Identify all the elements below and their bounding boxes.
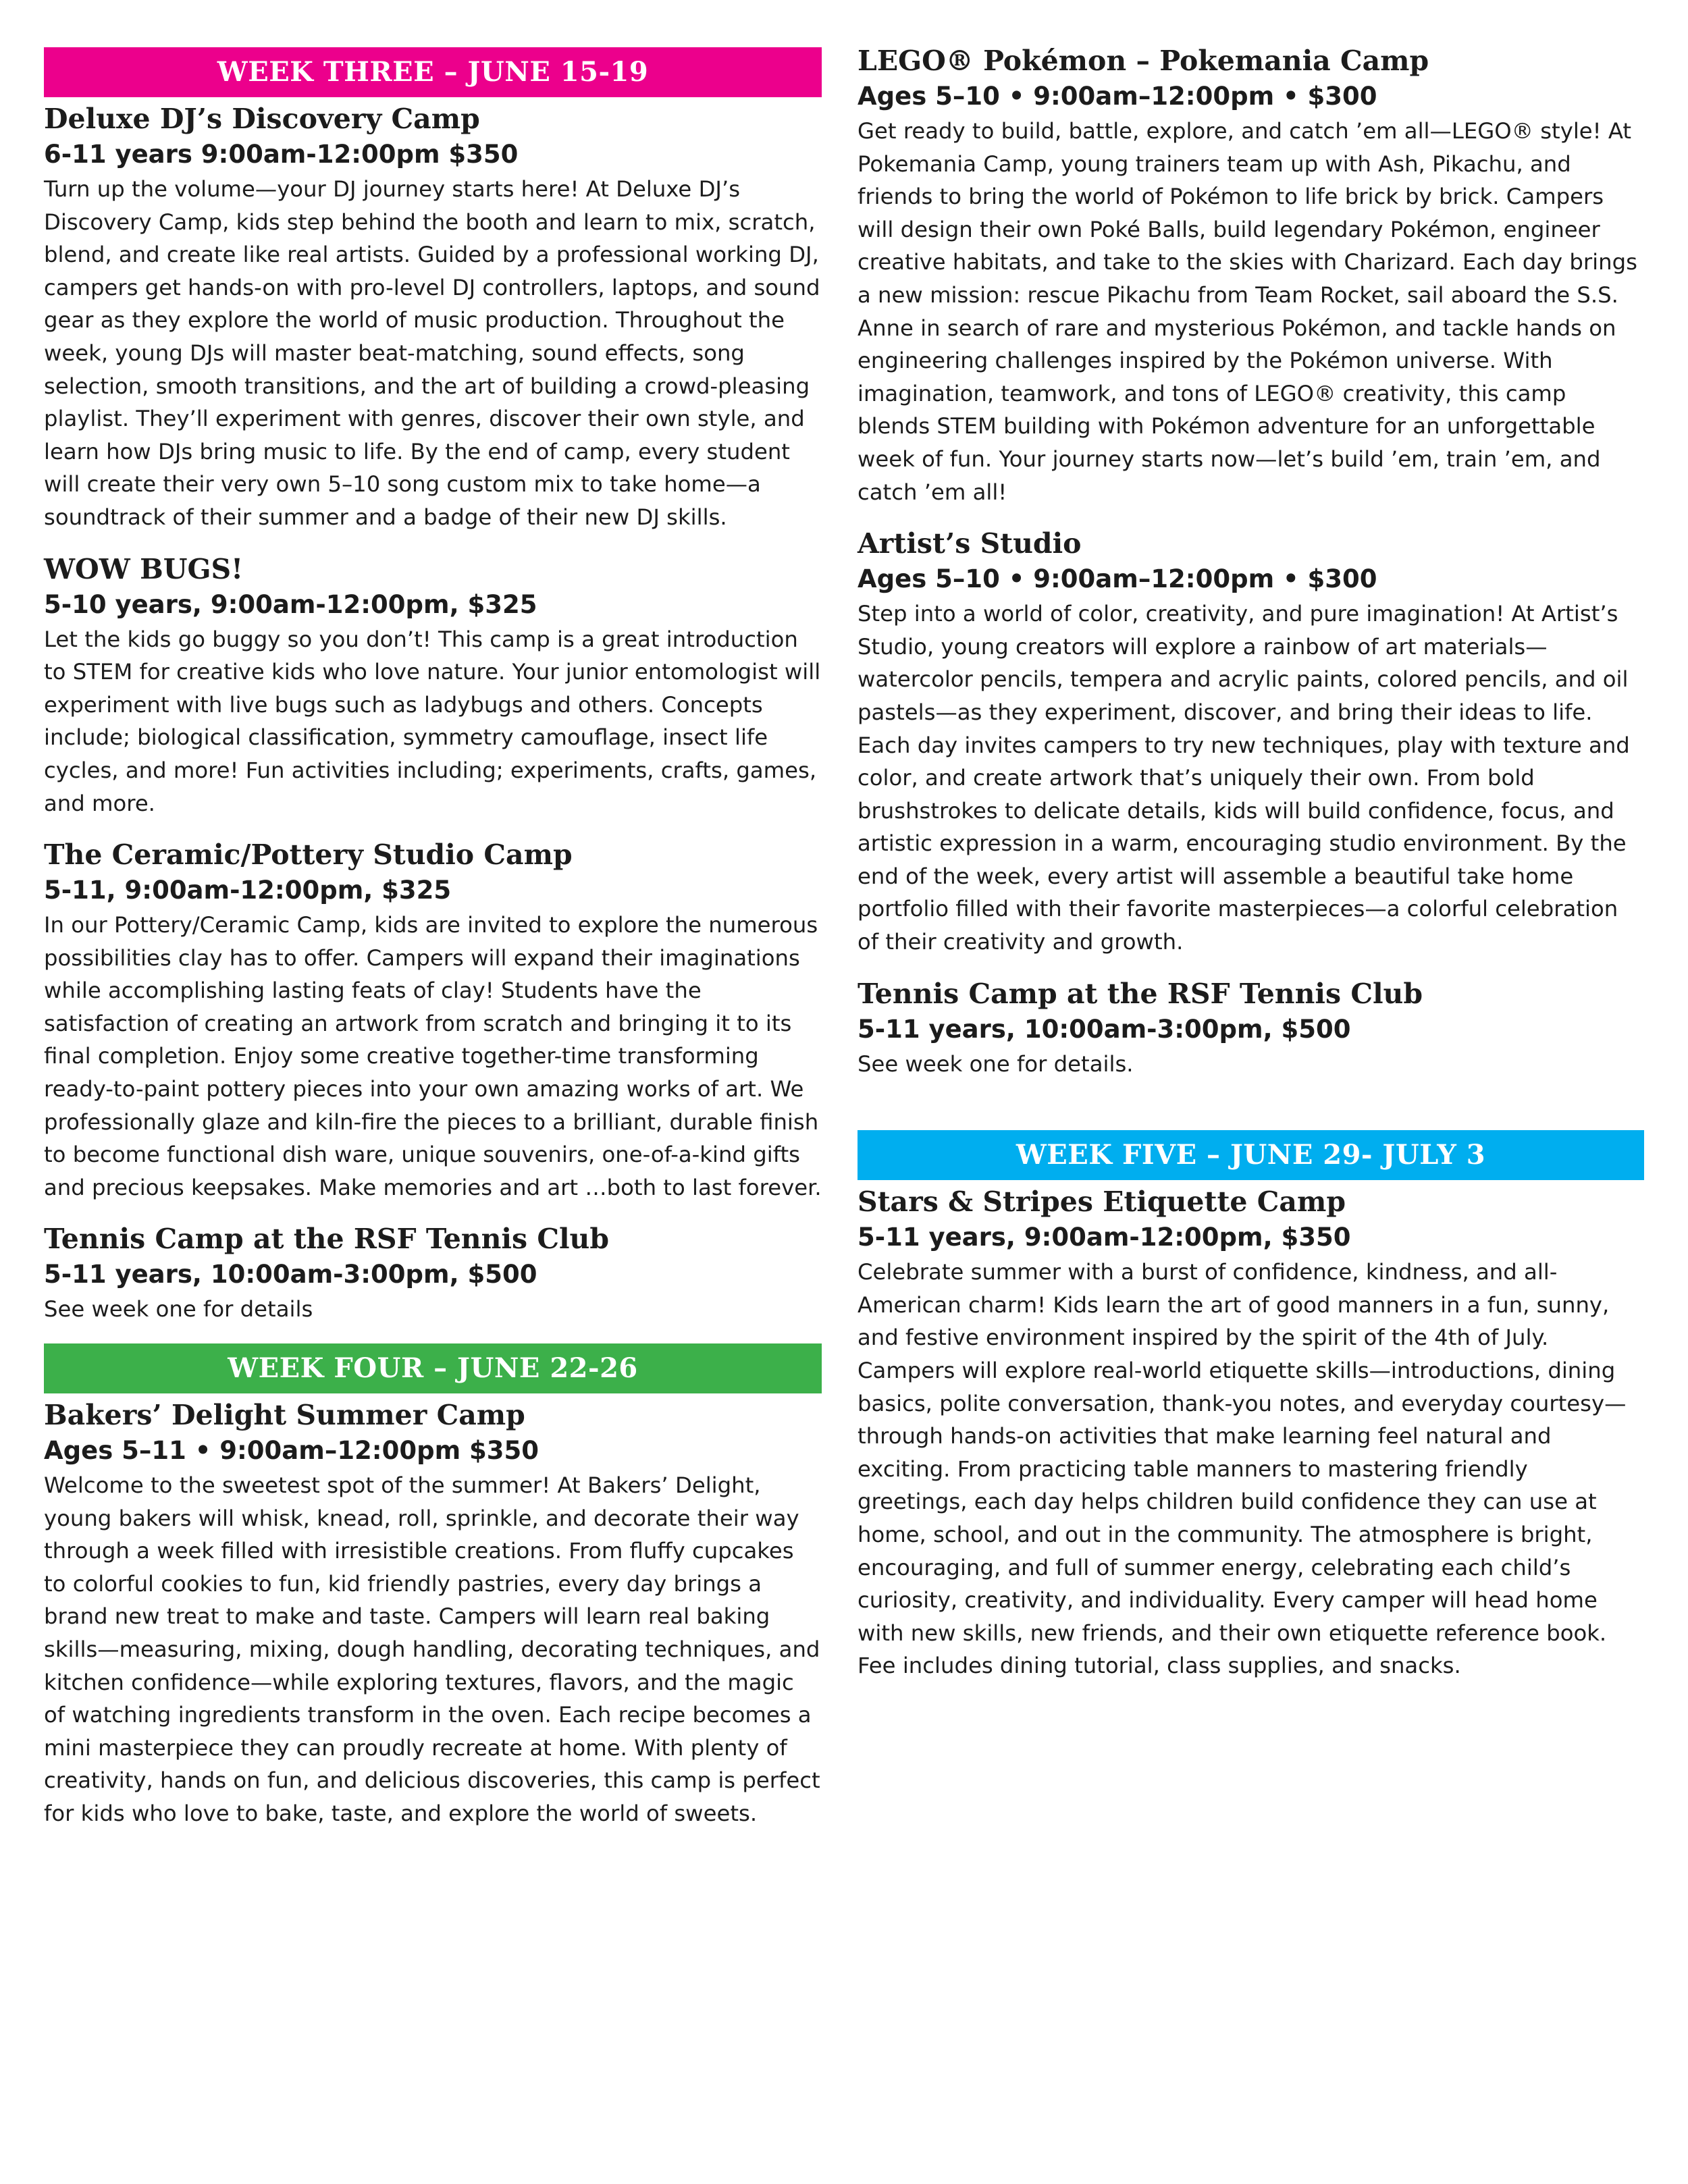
camp-meta: 5-11 years, 10:00am-3:00pm, $500 — [44, 1260, 537, 1289]
camp-tennis-week3 — [44, 1221, 822, 1326]
camp-description: See week one for details. — [858, 1050, 1134, 1077]
camp-title: Stars & Stripes Etiquette Camp — [858, 1186, 1346, 1219]
camp-title: Tennis Camp at the RSF Tennis Club — [858, 977, 1423, 1010]
camp-meta: 5-11, 9:00am-12:00pm, $325 — [44, 876, 452, 905]
camp-meta: Ages 5–10 • 9:00am–12:00pm • $300 — [858, 564, 1377, 594]
camp-meta: 5-10 years, 9:00am-12:00pm, $325 — [44, 589, 537, 619]
right-column — [858, 39, 1644, 1700]
camp-title: WOW BUGS! — [44, 552, 244, 585]
camp-title: Bakers’ Delight Summer Camp — [44, 1399, 525, 1432]
camp-ceramic-pottery — [44, 837, 822, 1204]
camp-description: Welcome to the sweetest spot of the summer! At Bakers’ Delight, young bakers will whisk, knead, roll, sprinkle, and decorate their way through a week filled with irresistible creations. From fluffy cupcakes to colorful cookies to fun, kid friendly pastries, every day brings a brand new treat to make and taste. Campers will learn real baking skills—measuring, mixing, dough handling, decorating techniques, and kitchen confidence—while exploring textures, flavors, and the magic of watching ingredients transform in the oven. Each recipe becomes a mini masterpiece they can proudly recreate at home. With plenty of creativity, hands on fun, and delicious discoveries, this camp is perfect for kids who love to bake, taste, and explore the world of sweets. — [44, 1472, 820, 1826]
camp-meta: Ages 5–11 • 9:00am–12:00pm $350 — [44, 1436, 539, 1466]
week-four-banner: WEEK FOUR – JUNE 22-26 — [44, 1343, 822, 1393]
camp-description: In our Pottery/Ceramic Camp, kids are invited to explore the numerous possibilities clay has to offer. Campers will expand their imaginations while accomplishing lasting feats of clay! Students have the satisfaction of creating an artwork from scratch and bringing it to its final completion. Enjoy some creative together-time transforming ready-to-paint pottery pieces into your own amazing works of art. We professionally glaze and kiln-fire the pieces to a brilliant, durable finish to become functional dish ware, unique souvenirs, one-of-a-kind gifts and precious keepsakes. Make memories and art …both to last forever. — [44, 912, 822, 1200]
camp-description: Step into a world of color, creativity, and pure imagination! At Artist’s Studio, young creators will explore a rainbow of art materials—watercolor pencils, tempera and acrylic paints, colored pencils, and oil pastels—as they experiment, discover, and bring their ideas to life. Each day invites campers to try new techniques, play with texture and color, and create artwork that’s uniquely their own. From bold brushstrokes to delicate details, kids will build confidence, focus, and artistic expression in a warm, encouraging studio environment. By the end of the week, every artist will assemble a beautiful take home portfolio filled with their favorite masterpieces—a colorful celebration of their creativity and growth. — [858, 601, 1630, 955]
camp-deluxe-dj — [44, 101, 822, 534]
camp-tennis-week4 — [858, 976, 1644, 1081]
camp-wow-bugs — [44, 552, 822, 820]
camp-title: Deluxe DJ’s Discovery Camp — [44, 103, 480, 135]
camp-title: The Ceramic/Pottery Studio Camp — [44, 838, 573, 872]
week-five-banner: WEEK FIVE – JUNE 29- JULY 3 — [858, 1130, 1644, 1180]
camp-description: See week one for details — [44, 1296, 313, 1323]
camp-title: Artist’s Studio — [858, 527, 1082, 560]
camp-title: LEGO® Pokémon – Pokemania Camp — [858, 45, 1429, 77]
camp-lego-pokemon — [858, 43, 1644, 508]
week-three-banner: WEEK THREE – JUNE 15-19 — [44, 47, 822, 97]
camp-meta: 5-11 years, 10:00am-3:00pm, $500 — [858, 1014, 1351, 1044]
camp-stars-stripes-etiquette — [858, 1184, 1644, 1682]
camp-title: Tennis Camp at the RSF Tennis Club — [44, 1223, 610, 1256]
camp-description: Let the kids go buggy so you don’t! This camp is a great introduction to STEM for creative kids who love nature. Your junior entomologist will experiment with live bugs such as ladybugs and others. Concepts include; biological classification, symmetry camouflage, insect life cycles, and more! Fun activities including; experiments, crafts, games, and more. — [44, 626, 821, 816]
camp-artists-studio — [858, 526, 1644, 959]
camp-description: Get ready to build, battle, explore, and catch ’em all—LEGO® style! At Pokemania Camp, young trainers team up with Ash, Pikachu, and friends to bring the world of Pokémon to life brick by brick. Campers will design their own Poké Balls, build legendary Pokémon, engineer creative habitats, and take to the skies with Charizard. Each day brings a new mission: rescue Pikachu from Team Rocket, sail aboard the S.S. Anne in search of rare and mysterious Pokémon, and tackle hands on engineering challenges inspired by the Pokémon universe. With imagination, teamwork, and tons of LEGO® creativity, this camp blends STEM building with Pokémon adventure for an unforgettable week of fun. Your journey starts now—let’s build ’em, train ’em, and catch ’em all! — [858, 118, 1637, 505]
camp-description: Celebrate summer with a burst of confidence, kindness, and all-American charm! Kids learn the art of good manners in a fun, sunny, and festive environment inspired by the spirit of the 4th of July. Campers will explore real-world etiquette skills—introductions, dining basics, polite conversation, thank-you notes, and everyday courtesy—through hands-on activities that make learning feel natural and exciting. From practicing table manners to mastering friendly greetings, each day helps children build confidence they can use at home, school, and out in the community. The atmosphere is bright, encouraging, and full of summer energy, celebrating each child’s curiosity, creativity, and individuality. Every camper will head home with new skills, new friends, and their own etiquette reference book. Fee includes dining tutorial, class supplies, and snacks. — [858, 1259, 1627, 1679]
left-column — [44, 47, 822, 1848]
camp-bakers-delight — [44, 1397, 822, 1830]
camp-meta: Ages 5–10 • 9:00am–12:00pm • $300 — [858, 82, 1377, 111]
camp-description: Turn up the volume—your DJ journey starts here! At Deluxe DJ’s Discovery Camp, kids step behind the booth and learn to mix, scratch, blend, and create like real artists. Guided by a professional working DJ, campers get hands-on with pro-level DJ controllers, laptops, and sound gear as they explore the world of music production. Throughout the week, young DJs will master beat-matching, sound effects, song selection, smooth transitions, and the art of building a crowd-pleasing playlist. They’ll experiment with genres, discover their own style, and learn how DJs bring music to life. By the end of camp, every student will create their very own 5–10 song custom mix to take home—a soundtrack of their summer and a badge of their new DJ skills. — [44, 176, 820, 530]
camp-meta: 5-11 years, 9:00am-12:00pm, $350 — [858, 1223, 1351, 1252]
camp-meta: 6-11 years 9:00am-12:00pm $350 — [44, 140, 519, 169]
